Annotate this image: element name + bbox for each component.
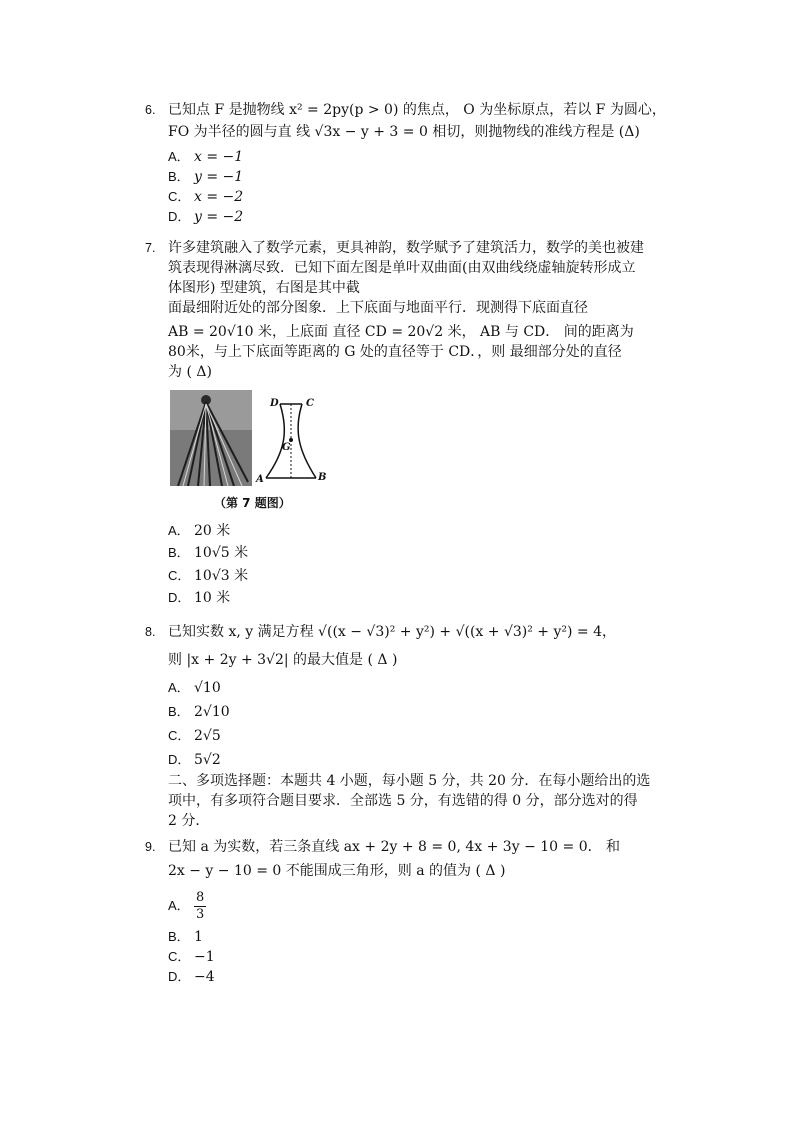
question-number: 7. bbox=[145, 241, 156, 255]
question-9 bbox=[145, 837, 705, 987]
label-d: D bbox=[270, 398, 279, 409]
question-7-options bbox=[145, 521, 705, 608]
label-b: B bbox=[318, 472, 327, 483]
option-d[interactable]: D． 5√2 bbox=[168, 752, 221, 768]
option-d[interactable]: D． y = −2 bbox=[168, 209, 244, 225]
section-text-line: 2 分． bbox=[168, 813, 210, 829]
question-number: 6. bbox=[145, 103, 156, 117]
option-d[interactable]: D． −4 bbox=[168, 969, 215, 985]
question-text-line: 许多建筑融入了数学元素，更具神韵，数学赋予了建筑活力，数学的美也被建 bbox=[168, 240, 644, 256]
question-number: 9. bbox=[145, 840, 156, 854]
option-d[interactable]: D． 10 米 bbox=[168, 590, 231, 606]
figure-caption: （第 7 题图） bbox=[214, 496, 291, 510]
question-text-line: AB = 20√10 米，上底面 直径 CD = 20√2 米， AB 与 CD． 间的距离为 bbox=[168, 324, 634, 340]
question-text-line: 筑表现得淋漓尽致．已知下面左图是单叶双曲面(由双曲线绕虚轴旋转形成立 bbox=[168, 260, 636, 276]
label-a: A bbox=[256, 474, 264, 485]
question-text-line: 80米，与上下底面等距离的 G 处的直径等于 CD．，则 最细部分处的直径 bbox=[168, 344, 622, 360]
option-a[interactable]: A． 20 米 bbox=[168, 523, 231, 539]
option-c[interactable]: C． 10√3 米 bbox=[168, 568, 249, 584]
fraction: $\frac{8}{3}$ bbox=[196, 889, 205, 922]
option-a[interactable]: A． x = −1 bbox=[168, 149, 244, 165]
section-2-instructions bbox=[168, 771, 708, 831]
option-c[interactable]: C． x = −2 bbox=[168, 189, 244, 205]
question-text-line: 面最细附近处的部分图象．上下底面与地面平行．现测得下底面直径 bbox=[168, 300, 588, 316]
section-text-line: 项中，有多项符合题目要求．全部选 5 分，有选错的得 0 分，部分选对的得 bbox=[168, 793, 638, 809]
label-c: C bbox=[306, 398, 314, 409]
question-text-line: 为 ( Δ) bbox=[168, 364, 212, 380]
question-text-line: FO 为半径的圆与直 线 √3x − y + 3 = 0 相切，则抛物线的准线方程是 (Δ) bbox=[168, 124, 640, 140]
option-c[interactable]: C． −1 bbox=[168, 949, 215, 965]
question-7 bbox=[145, 238, 705, 382]
building-photo bbox=[170, 390, 252, 486]
option-a[interactable]: A． $\frac{8}{3}$ bbox=[168, 889, 205, 922]
option-b[interactable]: B． y = −1 bbox=[168, 169, 244, 185]
option-b[interactable]: B． 1 bbox=[168, 929, 203, 945]
option-a[interactable]: A． √10 bbox=[168, 680, 221, 696]
question-text-line: 则 |x + 2y + 3√2| 的最大值是 ( Δ ) bbox=[168, 652, 398, 668]
section-text-line: 二、多项选择题：本题共 4 小题，每小题 5 分，共 20 分．在每小题给出的选 bbox=[168, 773, 651, 789]
question-text-line: 已知点 F 是抛物线 x² = 2py(p > 0) 的焦点， O 为坐标原点，若以 F 为圆心， bbox=[168, 102, 666, 118]
question-number: 8. bbox=[145, 625, 156, 639]
question-text-line: 已知实数 x, y 满足方程 √((x − √3)² + y²) + √((x + √3)² + y²) = 4， bbox=[168, 624, 616, 640]
question-6 bbox=[145, 100, 705, 227]
question-8 bbox=[145, 622, 705, 770]
question-text-line: 体图形) 型建筑，右图是其中截 bbox=[168, 280, 360, 296]
label-g: G bbox=[282, 442, 291, 453]
option-b[interactable]: B． 10√5 米 bbox=[168, 545, 249, 561]
question-text-line: 2x − y − 10 = 0 不能围成三角形，则 a 的值为 ( Δ ) bbox=[168, 863, 506, 879]
question-text-line: 已知 a 为实数，若三条直线 ax + 2y + 8 = 0, 4x + 3y − 10 = 0． 和 bbox=[168, 839, 621, 855]
option-b[interactable]: B． 2√10 bbox=[168, 704, 230, 720]
option-c[interactable]: C． 2√5 bbox=[168, 728, 221, 744]
